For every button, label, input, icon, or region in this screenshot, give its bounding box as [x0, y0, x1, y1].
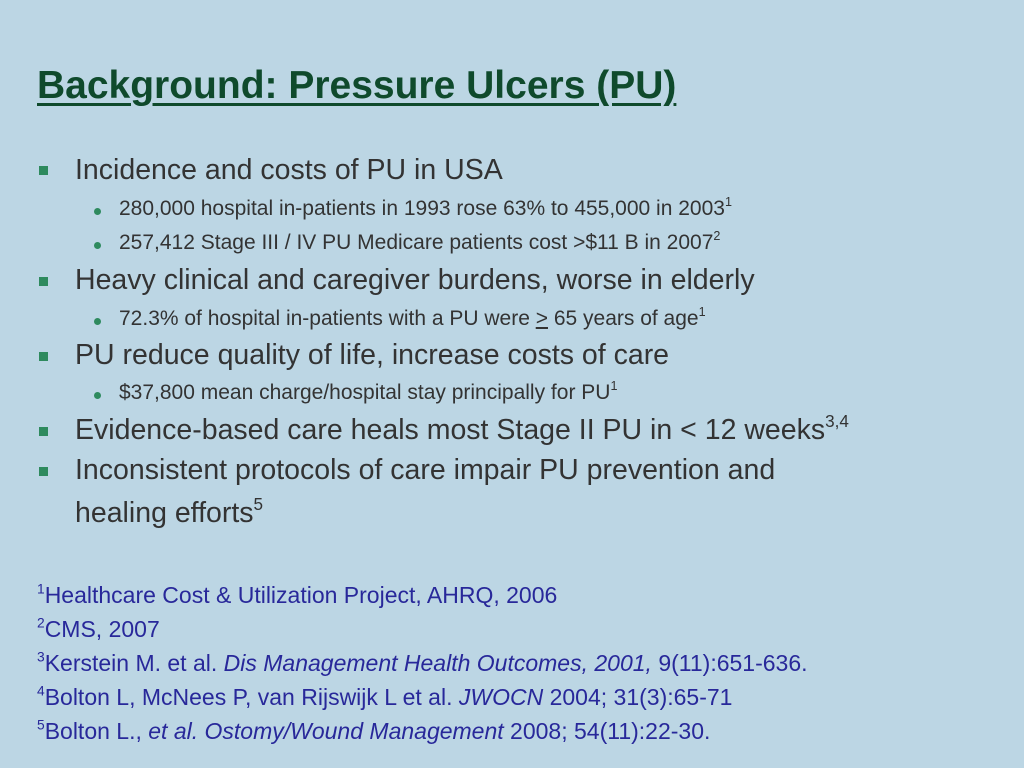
reference-2: $^2$CMS, 2007 [37, 615, 160, 642]
square-bullet-icon [39, 166, 48, 175]
reference-1: $^1$Healthcare Cost & Utilization Project, AHRQ, 2006 [37, 581, 558, 608]
square-bullet-icon [39, 467, 48, 476]
bullet-clinical-burdens: Heavy clinical and caregiver burdens, worse in elderly [75, 264, 755, 296]
sub-bullet-mean-charge: $37,800 mean charge/hospital stay principally for $PU^1$ [119, 379, 618, 404]
slide-title: Background: Pressure Ulcers (PU) [37, 64, 677, 107]
bullet-incidence-costs: Incidence and costs of PU in USA [75, 154, 503, 186]
bullet-evidence-based-care: Evidence-based care heals most Stage II PU in < 12 weeks$^{3,4}$ [75, 412, 849, 446]
reference-3: $^3$Kerstein M. et al. Dis Management Health Outcomes, 2001, 9(11):651-636. [37, 649, 808, 676]
round-bullet-icon [94, 242, 101, 249]
references [37, 578, 808, 748]
round-bullet-icon [94, 392, 101, 399]
square-bullet-icon [39, 427, 48, 436]
bullet-inconsistent-protocols-cont: healing efforts$^5$ [75, 495, 264, 529]
bullet-quality-of-life: PU reduce quality of life, increase costs of care [75, 339, 670, 371]
square-bullet-icon [39, 352, 48, 361]
round-bullet-icon [94, 318, 101, 325]
bullet-inconsistent-protocols: Inconsistent protocols of care impair PU prevention and [75, 454, 776, 486]
reference-4: $^4$Bolton L, McNees P, van Rijswijk L et al. JWOCN 2004; 31(3):65-71 [37, 683, 733, 710]
round-bullet-icon [94, 208, 101, 215]
sub-bullet-hospital-inpatients: 280,000 hospital in-patients in 1993 rose 63% to 455,000 in 2003$^1$ [119, 195, 732, 220]
reference-5: $^5$Bolton L., et al. Ostomy/Wound Management 2008; 54(11):22-30. [37, 717, 711, 744]
square-bullet-icon [39, 277, 48, 286]
sub-bullet-elderly-share: 72.3% of hospital in-patients with a PU were > 65 years of age$^1$ [119, 305, 706, 330]
sub-bullet-medicare-cost: 257,412 Stage III / IV PU Medicare patients cost >$11 B in 2007$^2$ [119, 229, 721, 254]
